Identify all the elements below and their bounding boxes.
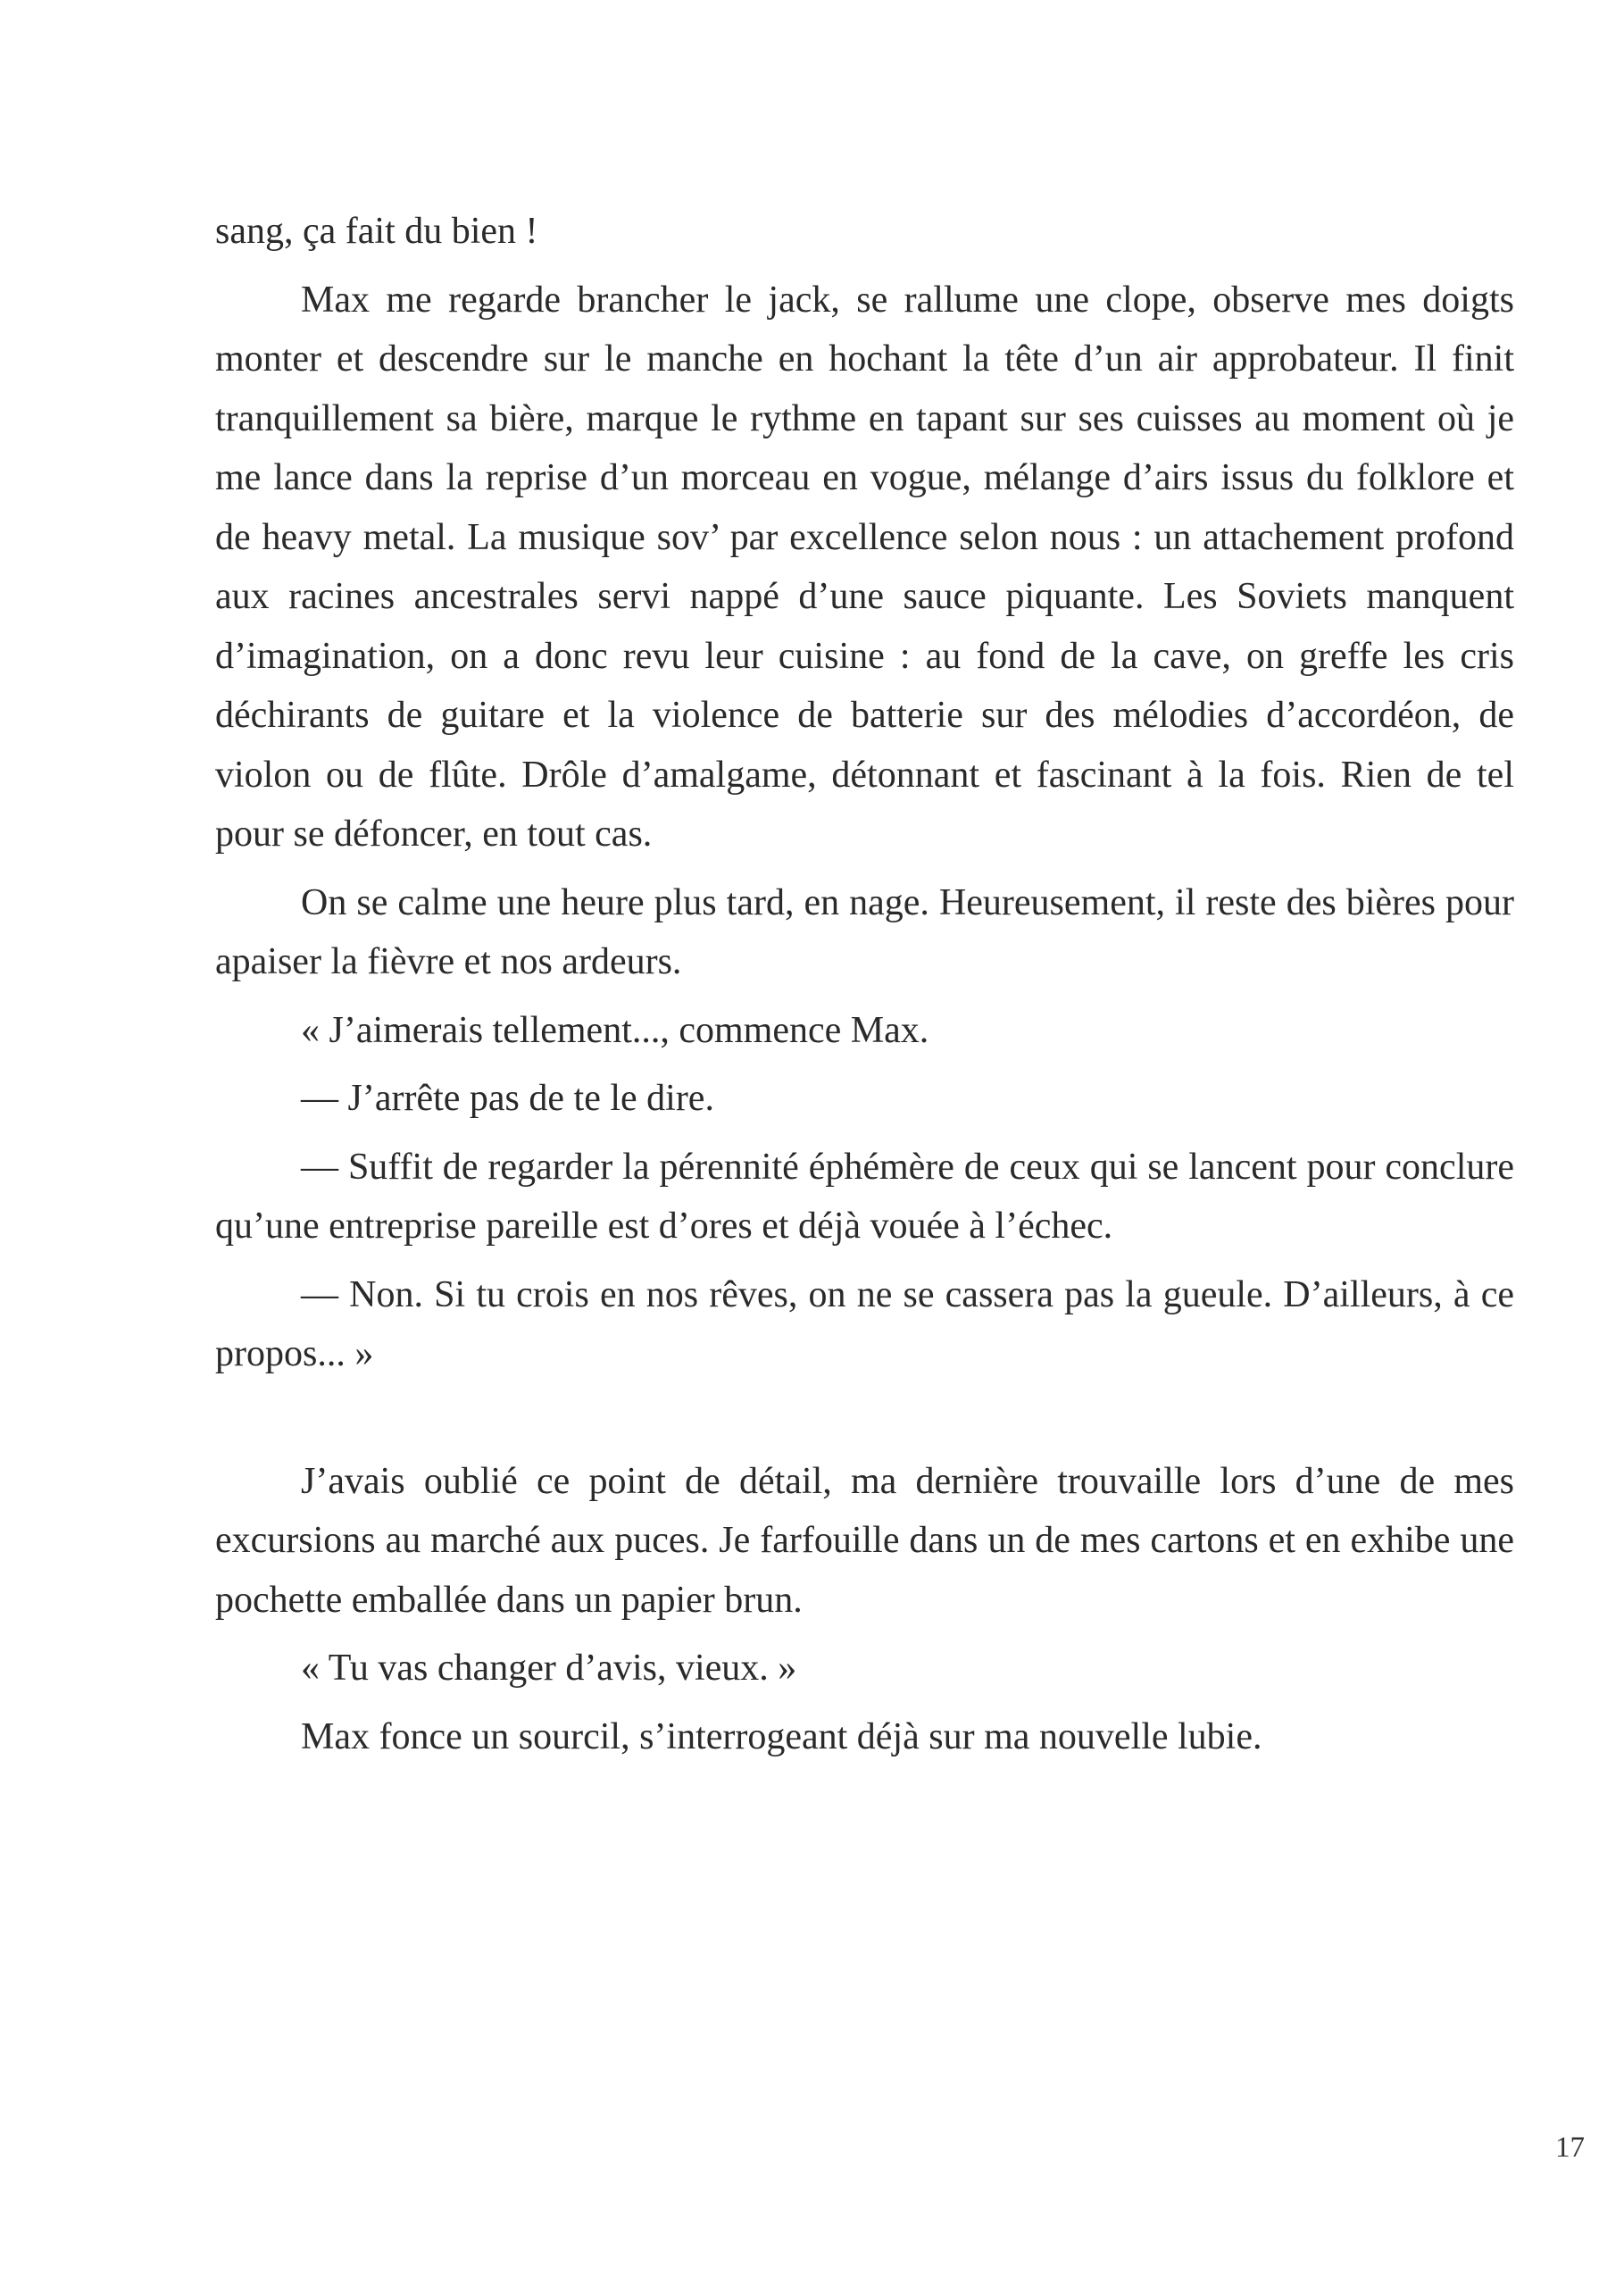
paragraph-discovery: J’avais oublié ce point de détail, ma dernière trouvaille lors d’une de mes excursions au marché aux puces. Je farfouille dans un de mes cartons et en exhibe une pochette emballée dans un papier brun. xyxy=(215,1460,1514,1621)
dialogue-line: — Suffit de regarder la pérennité éphémère de ceux qui se lancent pour conclure qu’une entreprise pareille est d’ores et déjà vouée à l’échec. xyxy=(215,1146,1514,1247)
paragraph-closing: Max fonce un sourcil, s’interrogeant déjà sur ma nouvelle lubie. xyxy=(301,1715,1262,1757)
page-number: 17 xyxy=(1555,2132,1585,2164)
dialogue-line: « Tu vas changer d’avis, vieux. » xyxy=(301,1648,797,1689)
dialogue-line: — Non. Si tu crois en nos rêves, on ne se cassera pas la gueule. D’ailleurs, à ce propos... » xyxy=(215,1273,1514,1374)
paragraph-continuation: sang, ça fait du bien ! xyxy=(215,211,538,252)
body-text xyxy=(215,202,1514,1775)
paragraph-calm: On se calme une heure plus tard, en nage. Heureusement, il reste des bières pour apaiser la fièvre et nos ardeurs. xyxy=(215,881,1514,982)
paragraph-music: Max me regarde brancher le jack, se rallume une clope, observe mes doigts monter et descendre sur le manche en hochant la tête d’un air approbateur. Il finit tranquillement sa bière, marque le rythme en tapant sur ses cuisses au moment où je me lance dans la reprise d’un morceau en vogue, mélange d’airs issus du folklore et de heavy metal. La musique sov’ par excellence selon nous : un attachement profond aux racines ancestrales servi nappé d’une sauce piquante. Les Soviets manquent d’imagination, on a donc revu leur cuisine : au fond de la cave, on greffe les cris déchirants de guitare et la violence de batterie sur des mélodies d’accordéon, de violon ou de flûte. Drôle d’amalgame, détonnant et fascinant à la fois. Rien de tel pour se défoncer, en tout cas. xyxy=(215,279,1514,855)
dialogue-line: — J’arrête pas de te le dire. xyxy=(301,1078,714,1119)
dialogue-line: « J’aimerais tellement..., commence Max. xyxy=(301,1009,929,1051)
